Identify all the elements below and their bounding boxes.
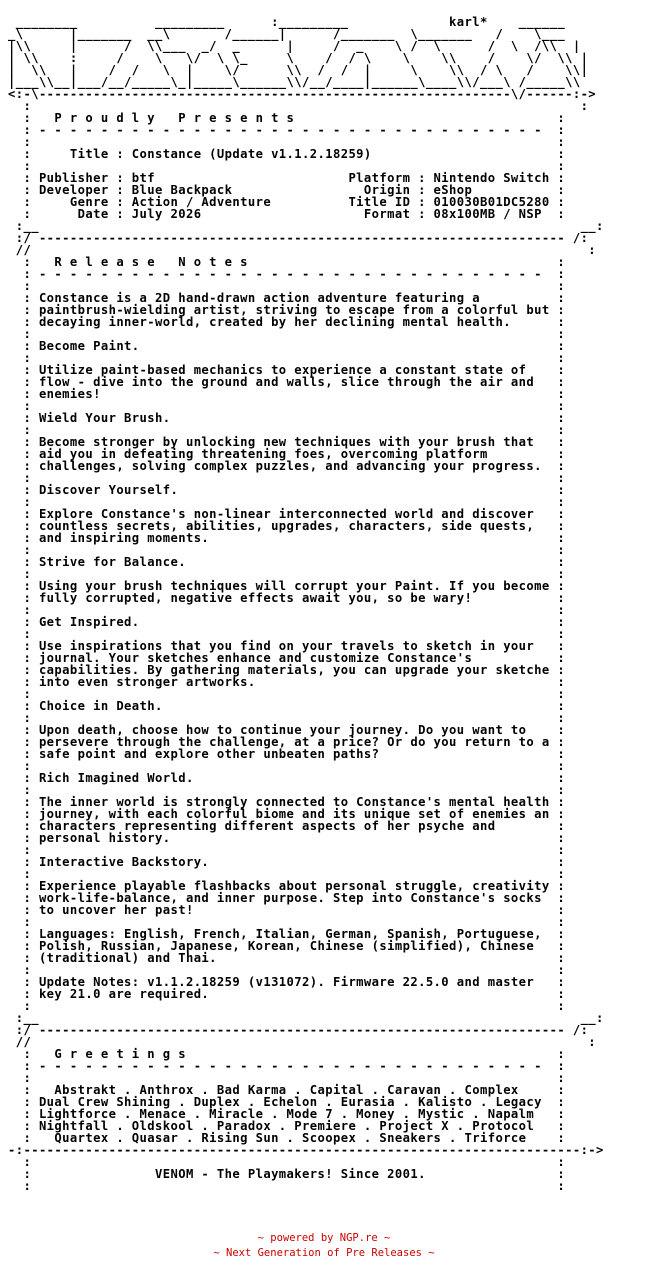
greeting-line: : Lightforce . Menace . Miracle . Mode 7 . Money . Mystic . Napalm :	[8, 1107, 566, 1121]
frame-line: : :	[8, 279, 566, 293]
release-info-row: : Date : July 2026 Format : 08x100MB / NSP :	[8, 207, 566, 221]
release-note-line: : key 21.0 are required. :	[8, 987, 566, 1001]
frame-line: : :	[8, 783, 566, 797]
greeting-line: : Nightfall . Oldskool . Paradox . Premiere . Project X . Protocol :	[8, 1119, 566, 1133]
frame-line: // :	[8, 243, 597, 257]
release-note-line: : Polish, Russian, Japanese, Korean, Chinese (simplified), Chinese :	[8, 939, 566, 953]
signature-text: : VENOM - The Playmakers! Since 2001. :	[8, 1167, 566, 1181]
release-note-line: : safe point and explore other unbeaten paths? :	[8, 747, 566, 761]
section-heading-release-notes: : R e l e a s e N o t e s :	[8, 255, 566, 269]
release-note-line: : Choice in Death. :	[8, 699, 566, 713]
frame-line: :__ __:	[8, 1011, 604, 1025]
release-note-line: : Upon death, choose how to continue your journey. Do you want to :	[8, 723, 566, 737]
release-note-line: : Languages: English, French, Italian, German, Spanish, Portuguese, :	[8, 927, 566, 941]
greeting-line: : Dual Crew Shining . Duplex . Echelon . Eurasia . Kalisto . Legacy :	[8, 1095, 566, 1109]
release-info-row: : Publisher : btf Platform : Nintendo Switch :	[8, 171, 566, 185]
release-note-line: : and inspiring moments. :	[8, 531, 566, 545]
release-note-line: : Explore Constance's non-linear interconnected world and discover :	[8, 507, 566, 521]
frame-line: : :	[8, 915, 566, 929]
frame-line: : :	[8, 687, 566, 701]
footer	[0, 1231, 648, 1261]
logo-art-line: |\\ | / \\___ _/ _ | / _ \ / \ / \ /\\ |	[8, 39, 581, 53]
logo-art-line: |___\\__|___/__/_____\_|_____\______\\/__/____|______\____\\/___\ /_____\\	[8, 75, 581, 89]
release-note-line: : countless secrets, abilities, upgrades, characters, side quests, :	[8, 519, 566, 533]
release-note-line: : Get Inspired. :	[8, 615, 566, 629]
logo-art-line: <:-\-------------------------------------------------------------\/------:->	[8, 87, 597, 101]
release-note-line: : Experience playable flashbacks about personal struggle, creativity :	[8, 879, 566, 893]
frame-line: :/ -------------------------------------------------------------------- /:	[8, 1023, 589, 1037]
frame-line: : :	[8, 543, 566, 557]
release-note-line: : Discover Yourself. :	[8, 483, 566, 497]
release-note-line: : decaying inner-world, created by her declining mental health. :	[8, 315, 566, 329]
frame-line: : :	[8, 627, 566, 641]
release-note-line: : Constance is a 2D hand-drawn action adventure featuring a :	[8, 291, 566, 305]
frame-line: : :	[8, 327, 566, 341]
section-divider: : - - - - - - - - - - - - - - - - - - - - - - - - - - - - - - - - - :	[8, 267, 566, 281]
section-divider: : - - - - - - - - - - - - - - - - - - - - - - - - - - - - - - - - - :	[8, 1059, 566, 1073]
frame-line: : :	[8, 423, 566, 437]
release-note-line: : (traditional) and Thai. :	[8, 951, 566, 965]
release-note-line: : Rich Imagined World. :	[8, 771, 566, 785]
frame-line: : :	[8, 135, 566, 149]
frame-line: :__ __:	[8, 219, 604, 233]
release-note-line: : capabilities. By gathering materials, you can upgrade your sketche :	[8, 663, 566, 677]
logo-art-line: : :	[8, 99, 589, 113]
logo-art-line: ________ _________ :_________ karl* ______	[8, 16, 566, 29]
frame-line: : :	[8, 999, 566, 1013]
release-note-line: : to uncover her past! :	[8, 903, 566, 917]
release-note-line: : persevere through the challenge, at a price? Or do you return to a :	[8, 735, 566, 749]
release-note-line: : flow - dive into the ground and walls, slice through the air and :	[8, 375, 566, 389]
frame-line: : :	[8, 1155, 566, 1169]
release-note-line: : Become stronger by unlocking new techniques with your brush that :	[8, 435, 566, 449]
release-info-row: : Genre : Action / Adventure Title ID : 010030B01DC5280 :	[8, 195, 566, 209]
frame-line: // :	[8, 1035, 597, 1049]
release-info-row: : Developer : Blue Backpack Origin : eShop :	[8, 183, 566, 197]
logo-art-line: _\ |_______ __\ /______| /_______ \_______ / \___	[8, 27, 566, 41]
frame-line: : :	[8, 1179, 566, 1193]
frame-line: : :	[8, 867, 566, 881]
nfo-text	[8, 16, 640, 1216]
release-note-line: : characters representing different aspects of her psyche and :	[8, 819, 566, 833]
release-note-line: : Become Paint. :	[8, 339, 566, 353]
powered-by-text: ~ powered by NGP.re ~	[257, 1232, 391, 1244]
frame-line: : :	[8, 567, 566, 581]
frame-line: : :	[8, 495, 566, 509]
greeting-line: : Abstrakt . Anthrox . Bad Karma . Capital . Caravan . Complex :	[8, 1083, 566, 1097]
logo-art-line: | \\ : / \ \/ \ \_ \ / / \ \ \\ / \/ \\ |	[8, 51, 589, 65]
release-title: : Title : Constance (Update v1.1.2.18259) :	[8, 147, 566, 161]
release-note-line: : Use inspirations that you find on your travels to sketch in your :	[8, 639, 566, 653]
release-note-line: : Wield Your Brush. :	[8, 411, 566, 425]
release-note-line: : Using your brush techniques will corrupt your Paint. If you become :	[8, 579, 566, 593]
release-note-line: : paintbrush-wielding artist, striving to escape from a colorful but :	[8, 303, 566, 317]
frame-line: : :	[8, 759, 566, 773]
release-note-line: : aid you in defeating threatening foes, overcoming platform :	[8, 447, 566, 461]
frame-line: : :	[8, 159, 566, 173]
frame-line: : :	[8, 351, 566, 365]
release-note-line: : Utilize paint-based mechanics to experience a constant state of :	[8, 363, 566, 377]
frame-line: : :	[8, 711, 566, 725]
frame-line: : :	[8, 399, 566, 413]
release-note-line: : challenges, solving complex puzzles, and advancing your progress. :	[8, 459, 566, 473]
release-note-line: : work-life-balance, and inner purpose. Step into Constance's socks :	[8, 891, 566, 905]
release-note-line: : Strive for Balance. :	[8, 555, 566, 569]
frame-line: :/ -------------------------------------------------------------------- /:	[8, 231, 589, 245]
tagline-text: ~ Next Generation of Pre Releases ~	[213, 1247, 435, 1259]
release-note-line: : journal. Your sketches enhance and customize Constance's :	[8, 651, 566, 665]
frame-line: : :	[8, 1071, 566, 1085]
release-note-line: : fully corrupted, negative effects await you, so be wary! :	[8, 591, 566, 605]
frame-line: : :	[8, 963, 566, 977]
section-heading-presents: : P r o u d l y P r e s e n t s :	[8, 111, 566, 125]
release-note-line: : enemies! :	[8, 387, 566, 401]
frame-line: -:------------------------------------------------------------------------:->	[8, 1143, 604, 1157]
release-note-line: : journey, with each colorful biome and its unique set of enemies an :	[8, 807, 566, 821]
section-divider: : - - - - - - - - - - - - - - - - - - - - - - - - - - - - - - - - - :	[8, 123, 566, 137]
release-note-line: : Update Notes: v1.1.2.18259 (v131072). Firmware 22.5.0 and master :	[8, 975, 566, 989]
release-note-line: : The inner world is strongly connected to Constance's mental health :	[8, 795, 566, 809]
frame-line: : :	[8, 603, 566, 617]
section-heading-greetings: : G r e e t i n g s :	[8, 1047, 566, 1061]
frame-line: : :	[8, 843, 566, 857]
release-note-line: : personal history. :	[8, 831, 566, 845]
release-note-line: : Interactive Backstory. :	[8, 855, 566, 869]
greeting-line: : Quartex . Quasar . Rising Sun . Scoopex . Sneakers . Triforce :	[8, 1131, 566, 1145]
frame-line: : :	[8, 471, 566, 485]
logo-art-line: | \\ | / / \ | \/ \\ / / | \ \\ / \ / \\|	[8, 63, 589, 77]
release-note-line: : into even stronger artworks. :	[8, 675, 566, 689]
